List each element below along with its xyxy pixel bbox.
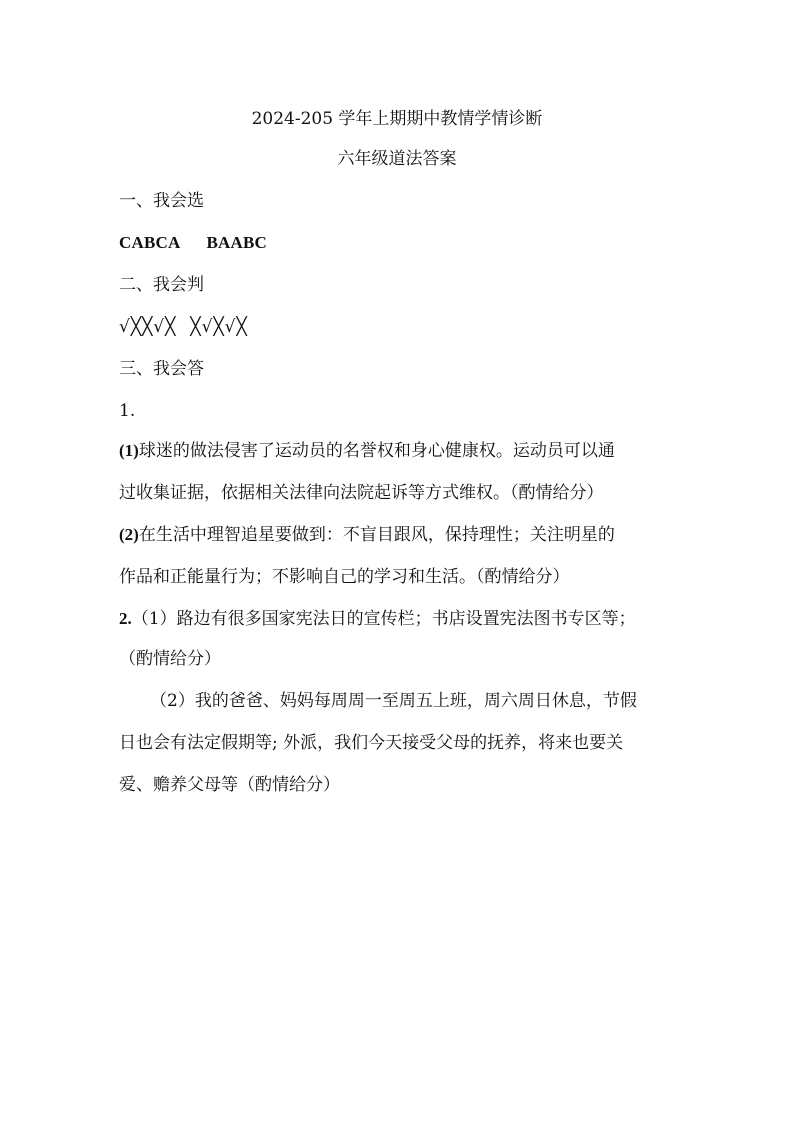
section-2-heading: 二、我会判 (119, 275, 204, 295)
section-2-marks-group-b: ╳√╳√╳ (190, 317, 248, 337)
question-1-part-2-line-1 (119, 524, 615, 546)
section-3-heading: 三、我会答 (119, 359, 204, 379)
question-1-number: 1. (119, 401, 136, 421)
section-2-marks (119, 316, 248, 338)
question-2-part-1-line-1 (119, 608, 636, 630)
question-2-part-2-label: （2） (150, 691, 195, 711)
section-1-answers (119, 232, 267, 254)
question-2-number: 2. (119, 609, 132, 628)
question-1-part-1-line-1 (119, 440, 615, 462)
document-subtitle: 六年级道法答案 (337, 149, 457, 169)
question-1-part-1-text-1: 球迷的做法侵害了运动员的名誉权和身心健康权。运动员可以通 (138, 441, 615, 461)
question-1-part-2-label: (2) (119, 525, 139, 544)
question-2-part-2-line-2: 日也会有法定假期等; 外派，我们今天接受父母的抚养，将来也要关 (119, 733, 624, 753)
question-2-part-2-text-1: 我的爸爸、妈妈每周周一至周五上班，周六周日休息，节假 (194, 691, 637, 711)
document-title: 2024-205 学年上期期中教情学情诊断 (251, 109, 543, 129)
question-1-part-1-label: (1) (119, 441, 139, 460)
question-1-part-2-line-2: 作品和正能量行为；不影响自己的学习和生活。（酌情给分） (119, 567, 570, 587)
question-2-part-1-text-1: 路边有很多国家宪法日的宣传栏；书店设置宪法图书专区等； (176, 609, 636, 629)
section-1-answers-group-a: CABCA (119, 233, 181, 252)
question-2-part-1-label: （1） (131, 609, 177, 629)
section-1-heading: 一、我会选 (119, 191, 204, 211)
question-1-part-2-text-1: 在生活中理智追星要做到：不盲目跟风，保持理性；关注明星的 (138, 525, 615, 545)
section-1-answers-group-b: BAABC (206, 233, 267, 252)
question-2-part-2-line-1 (150, 690, 637, 712)
question-1-part-1-line-2: 过收集证据，依据相关法律向法院起诉等方式维权。（酌情给分） (119, 483, 604, 503)
section-2-marks-group-a: √╳╳√╳ (119, 317, 177, 337)
question-2-part-1-line-2: （酌情给分） (119, 649, 221, 669)
question-2-part-2-line-3: 爱、赡养父母等（酌情给分） (119, 775, 340, 795)
